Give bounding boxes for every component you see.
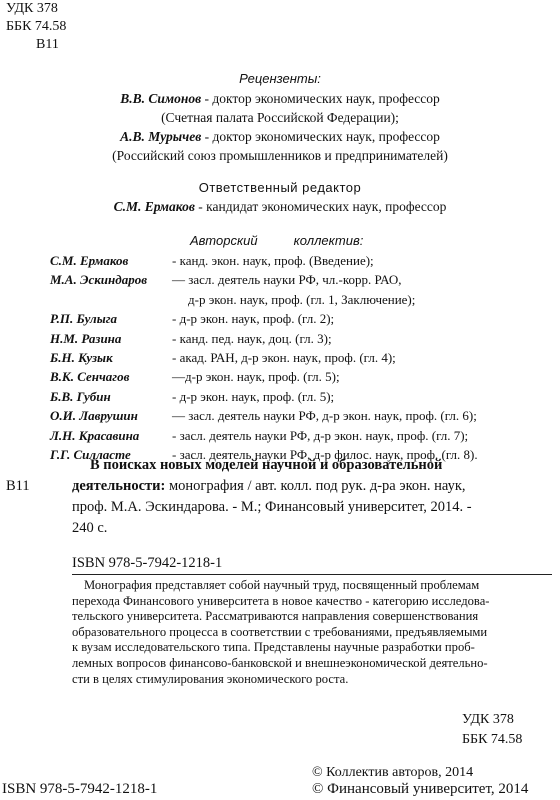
reviewer-1 <box>0 91 560 107</box>
bib-title-line-4: 240 с. <box>72 520 108 536</box>
author-row <box>50 426 478 445</box>
editor-line <box>0 199 560 215</box>
author-name: О.И. Лаврушин <box>50 408 138 424</box>
annotation-line: перехода Финансового университета в новое качество - категорию исследова- <box>72 593 490 608</box>
copyright-university: © Финансовый университет, 2014 <box>312 781 529 797</box>
author-row <box>50 348 478 367</box>
bib-title-end: деятельности: <box>72 478 166 494</box>
bottom-udk: УДК 378 <box>462 712 514 727</box>
copyright-authors: © Коллектив авторов, 2014 <box>312 765 474 780</box>
bib-title-line-3: проф. М.А. Эскиндарова. - М.; Финансовый университет, 2014. - <box>72 499 472 515</box>
author-row <box>50 290 478 309</box>
udk-code: УДК 378 <box>6 1 58 16</box>
author-role: д-р экон. наук, проф. (гл. 1, Заключение); <box>188 291 416 307</box>
author-row <box>50 251 478 270</box>
annotation-line: лемных вопросов финансово-банковской и внешнеэкономической деятельно- <box>72 655 488 670</box>
author-row <box>50 387 478 406</box>
author-role: - засл. деятель науки РФ, д-р филос. наук, проф. (гл. 8). <box>172 447 478 463</box>
reviewer-2-desc: - доктор экономических наук, профессор <box>201 129 440 144</box>
bib-index: В11 <box>6 478 30 494</box>
reviewer-2 <box>0 129 560 145</box>
author-name: Г.Г. Силласте <box>50 447 131 463</box>
reviewer-2-name: А.В. Мурычев <box>120 129 202 144</box>
bib-isbn: ISBN 978-5-7942-1218-1 <box>72 555 223 571</box>
annotation <box>72 578 490 687</box>
reviewer-1-name: В.В. Симонов <box>120 91 202 106</box>
bottom-bbk: ББК 74.58 <box>462 732 523 747</box>
author-role: —д-р экон. наук, проф. (гл. 5); <box>172 369 340 385</box>
author-role: — засл. деятель науки РФ, чл.-корр. РАО, <box>172 272 402 288</box>
author-name: Л.Н. Красавина <box>50 427 140 443</box>
bib-title-line-1: В поисках новых моделей научной и образовательной <box>90 457 443 473</box>
annotation-line: Монография представляет собой научный труд, посвященный проблемам <box>84 578 480 592</box>
author-name: Н.М. Разина <box>50 330 122 346</box>
author-role: - канд. пед. наук, доц. (гл. 3); <box>172 330 332 346</box>
author-name: С.М. Ермаков <box>50 253 129 268</box>
reviewer-1-desc: - доктор экономических наук, профессор <box>201 91 440 106</box>
authors-list <box>50 251 478 464</box>
author-index: В11 <box>36 37 59 52</box>
author-name: Б.Н. Кузык <box>50 350 113 366</box>
author-row <box>50 329 478 348</box>
author-row <box>50 309 478 328</box>
annotation-line: образовательного процесса в соответствии с требованиями, предъявляемыми <box>72 624 488 639</box>
author-name: В.К. Сенчагов <box>50 369 130 385</box>
author-name: М.А. Эскиндаров <box>50 272 148 288</box>
author-row <box>50 367 478 386</box>
author-role: - засл. деятель науки РФ, д-р экон. наук, проф. (гл. 7); <box>172 427 469 443</box>
author-role: — засл. деятель науки РФ, д-р экон. наук, проф. (гл. 6); <box>172 408 477 424</box>
reviewer-2-org: (Российский союз промышленников и предпринимателей) <box>112 148 448 163</box>
author-role: - канд. экон. наук, проф. (Введение); <box>172 253 374 268</box>
annotation-rule <box>72 574 552 575</box>
reviewer-1-org: (Счетная палата Российской Федерации); <box>161 110 399 125</box>
editor-name: С.М. Ермаков <box>113 199 195 214</box>
editor-heading: Ответственный редактор <box>198 180 362 195</box>
author-row <box>50 406 478 425</box>
author-role: - д-р экон. наук, проф. (гл. 5); <box>172 388 335 404</box>
editor-desc: - кандидат экономических наук, профессор <box>194 199 447 214</box>
author-role: - акад. РАН, д-р экон. наук, проф. (гл. 4); <box>172 350 396 366</box>
annotation-line: тельского университета. Рассматриваются направления совершенствования <box>72 609 479 624</box>
bbk-code: ББК 74.58 <box>6 19 67 34</box>
annotation-line: к вузам исследовательского типа. Представлены научные разработки проб- <box>72 640 475 655</box>
author-role: - д-р экон. наук, проф. (гл. 2); <box>172 311 335 327</box>
annotation-line: сти в целях стимулирования экономического роста. <box>72 671 349 686</box>
bottom-isbn: ISBN 978-5-7942-1218-1 <box>2 781 158 797</box>
bib-title-line-2 <box>72 478 466 495</box>
author-name: Р.П. Булыга <box>50 311 118 327</box>
bib-type: монография / авт. колл. под рук. д-ра экон. наук, <box>165 478 466 494</box>
author-row <box>50 270 478 289</box>
author-name: Б.В. Губин <box>50 388 111 404</box>
reviewers-heading: Рецензенты: <box>239 71 321 86</box>
authors-heading: Авторский коллектив: <box>190 233 364 248</box>
